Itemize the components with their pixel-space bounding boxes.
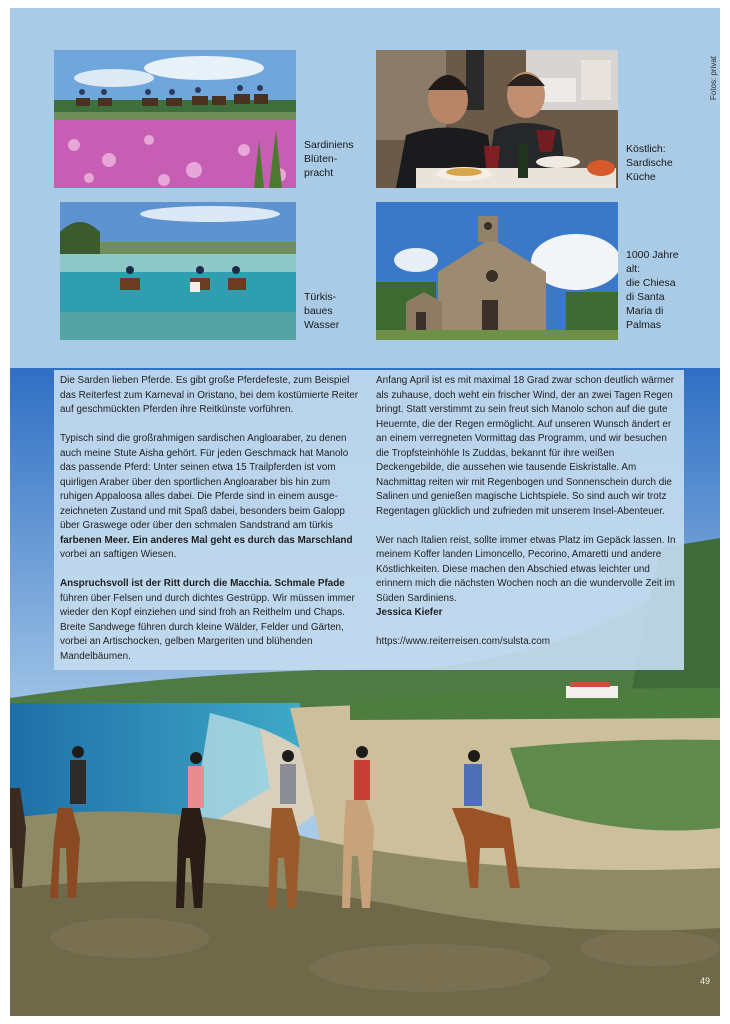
paragraph: Anfang April ist es mit maximal 18 Grad zwar schon deutlich wärmer als zuhause, doch weht ein frischer Wind, der an zwei Tagen Regen bringt. Statt verstimmt zu sein freut sich Manolo schon auf die gute Heuernte, die der Regen ermöglicht. Auf unseren Wunsch ändert er an einem verregneten Vormittag das Programm, und wir besuchen die Tropfsteinhöhle Is Zuddas, bekannt für ihre weißen Deckengebilde, die aussehen wie tausende Eiskristalle. Am Nachmittag reiten wir mit Regenbogen und Sonnenschein durch die Salinen und genießen magische Lichtspiele. So sind auch wir trotz Regentagen glücklich und zufrieden mit unserem Insel-Abenteuer. [376,375,675,517]
author-name: Jessica Kiefer [376,607,443,618]
paragraph: Wer nach Italien reist, sollte immer etwas Platz im Gepäck lassen. In meinem Koffer landen Limoncello, Pecorino, Amaretti und andere Köstlichkeiten. Diese machen den Abschied etwas leichter und erinnern mich die nächsten Wochen noch an die wundervolle Zeit im Süden Sardiniens. Jessica Kiefer [376,534,676,618]
paragraph: Die Sarden lieben Pferde. Es gibt große Pferdefeste, zum Beispiel das Reiterfest zum Karneval in Oristano, bei dem kostümierte Reiter auf geschmückten Pferden ihre Reitkünste vorführen. [60,375,359,415]
photo-flower-field [54,50,296,188]
photo-church [376,202,618,340]
caption-church: 1000 Jahre alt: die Chiesa di Santa Maria di Palmas [626,249,679,331]
paragraph: Anspruchsvoll ist der Ritt durch die Macchia. Schmale Pfade führen über Felsen und durch dichtes Gestrüpp. Wir müssen immer wieder den Kopf einziehen und sind froh an Reithelm und Chaps. Breite Sandwege führen durch kleine Wälder, Felder und Gärten, vorbei an Artischocken, gelben Margeriten und blühenden Mandelbäumen. [60,578,355,662]
photo-credit: Fotos: privat [709,56,718,101]
page-number: 49 [699,976,710,986]
article-link[interactable]: https://www.reiterreisen.com/sulsta.com [376,636,550,647]
caption-flowers: Sardiniens Blüten- pracht [304,139,354,179]
photo-turquoise-water [60,202,296,340]
article-column-left [60,374,362,664]
caption-water: Türkis- baues Wasser [304,291,340,331]
article-column-right [376,374,680,650]
paragraph: Typisch sind die großrahmigen sardischen Angloaraber, zu denen auch meine Stute Aisha gehört. Für jeden Geschmack hat Manolo das passende Pferd: Unter seinen etwa 15 Trailpferden ist vom quirligen Araber über den sportlichen Angloaraber bis hin zum ruhigen Appaloosa alles dabei. Die Pferde sind in einem ausgezeichneten Zustand und mit Spaß dabei, besonders beim Galopp über Graswege oder über den schmalen Sandstrand am türkis farbenen Meer. Ein anderes Mal geht es durch das Marschland vorbei an saftigen Wiesen. [60,433,353,560]
magazine-page [10,8,720,1016]
photo-dinner [376,50,618,188]
caption-kitchen: Köstlich: Sardische Küche [626,143,673,183]
